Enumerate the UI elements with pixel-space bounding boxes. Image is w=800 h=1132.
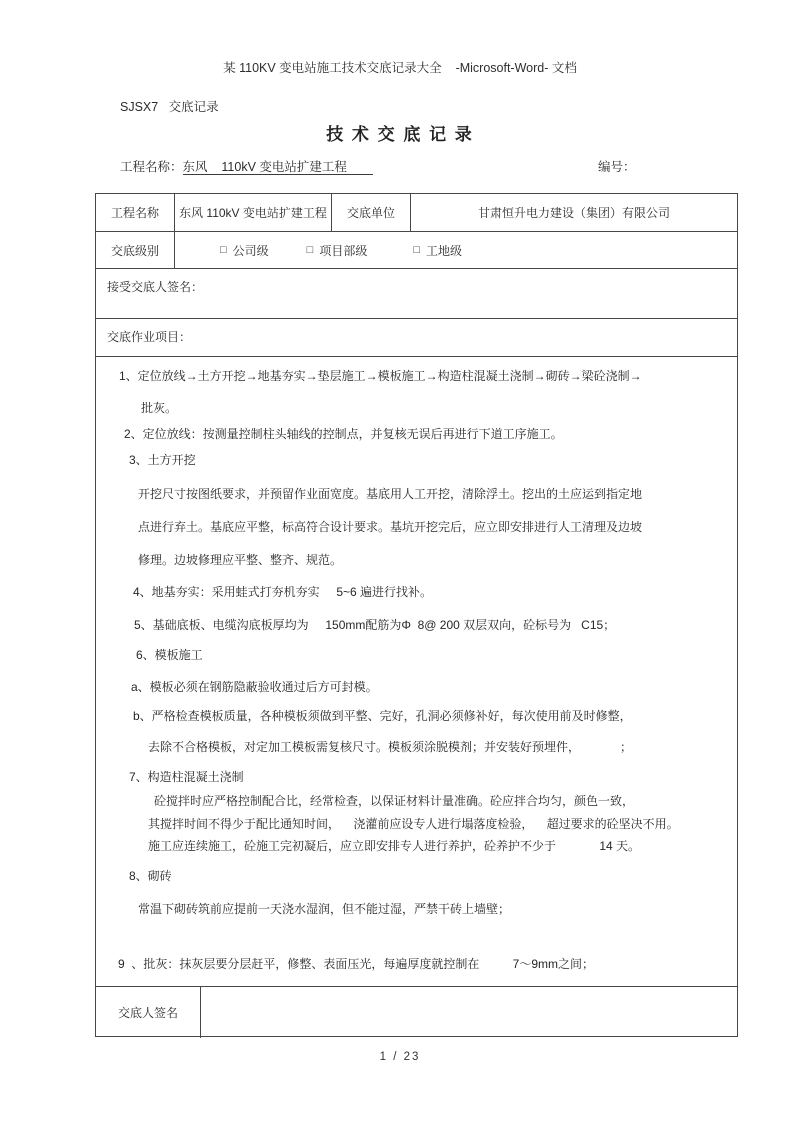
project-dept-level-label: 项目部级 [319, 243, 368, 258]
site-level-option[interactable] [413, 242, 462, 259]
company-level-option[interactable] [220, 242, 269, 259]
content-line: 8、砌砖 [129, 869, 172, 883]
project-name-header-cell [96, 194, 175, 231]
discloser-signature-row [96, 986, 737, 1038]
level-header: 交底级别 [110, 243, 159, 258]
disclosure-form-table [95, 193, 738, 1037]
content-line: 批灰。 [141, 401, 178, 415]
content-line: 砼搅拌时应严格控制配合比，经常检查，以保证材料计量准确。砼应拌合均匀，颜色一致， [154, 794, 635, 808]
content-line: 9 、批灰：抹灰层要分层赶平，修整、表面压光，每遍厚度就控制在 7～9mm之间； [118, 957, 595, 971]
discloser-signature-area[interactable] [201, 987, 737, 1038]
project-name-header: 工程名称 [110, 206, 159, 220]
project-dept-level-option[interactable] [307, 242, 368, 259]
company-level-checkbox-icon[interactable]: □ [220, 244, 227, 256]
site-level-label: 工地级 [426, 243, 463, 258]
serial-number-label: 编号： [598, 160, 636, 174]
content-line: 4、地基夯实：采用蛙式打夯机夯实 5~6 遍进行找补。 [133, 585, 433, 599]
content-line: 7、构造柱混凝土浇制 [129, 770, 244, 784]
content-line: 施工应连续施工，砼施工完初凝后，应立即安排专人进行养护，砼养护不少于 14 天。 [148, 839, 641, 853]
disclosure-unit-header-cell [332, 194, 411, 231]
content-line: 3、土方开挖 [129, 453, 196, 467]
table-row-project [96, 194, 737, 231]
discloser-signature-label-cell [96, 987, 201, 1038]
project-line [120, 157, 740, 175]
content-line: 去除不合格模板，对定加工模板需复核尺寸。模板须涂脱模剂；并安装好预埋件， ； [148, 740, 633, 754]
content-line: a、模板必须在钢筋隐蔽验收通过后方可封模。 [131, 680, 378, 694]
company-level-label: 公司级 [232, 243, 269, 258]
document-title: 某 110KV 变电站施工技术交底记录大全 -Microsoft-Word- 文档 [223, 61, 577, 75]
level-header-cell [96, 232, 175, 268]
content-line: 6、模板施工 [136, 648, 203, 662]
content-line: 1、定位放线→土方开挖→地基夯实→垫层施工→模板施工→构造柱混凝土浇制→砌砖→梁砼浇制→ [119, 369, 642, 383]
content-line: 点进行弃土。基底应平整，标高符合设计要求。基坑开挖完后，应立即安排进行人工清理及边坡 [138, 520, 643, 534]
content-line: 开挖尺寸按图纸要求，并预留作业面宽度。基底用人工开挖，清除浮土。挖出的土应运到指定地 [138, 487, 643, 501]
work-items-row [96, 318, 737, 356]
content-line: 5、基础底板、电缆沟底板厚均为 150mm配筋为Φ 8@ 200 双层双向，砼标号为 C15； [134, 618, 616, 632]
content-line: 修理。边坡修理应平整、整齐、规范。 [138, 553, 343, 567]
disclosure-unit-header: 交底单位 [346, 206, 395, 220]
page-number: 1 / 23 [379, 1051, 421, 1063]
content-line: 常温下砌砖筑前应提前一天浇水湿润，但不能过湿，严禁干砖上墙壁； [138, 902, 511, 916]
project-name-value: 东风 110kV 变电站扩建工程 [183, 160, 373, 175]
project-dept-level-checkbox-icon[interactable]: □ [306, 244, 314, 256]
disclosure-content-area [96, 356, 737, 986]
disclosure-unit-text: 甘肃恒升电力建设（集团）有限公司 [477, 206, 670, 220]
project-name-text: 东风 110kV 变电站扩建工程 [179, 206, 327, 220]
project-name-cell [175, 194, 332, 231]
content-line: 2、定位放线：按测量控制柱头轴线的控制点，并复核无误后再进行下道工序施工。 [124, 427, 563, 441]
discloser-signature-label: 交底人签名 [117, 1006, 178, 1020]
form-code: SJSX7 交底记录 [120, 100, 219, 114]
site-level-checkbox-icon[interactable]: □ [413, 244, 420, 256]
work-items-label: 交底作业项目： [107, 330, 192, 344]
disclosure-unit-cell [411, 194, 737, 231]
level-options-cell [175, 232, 737, 268]
content-line: 其搅拌时间不得少于配比通知时间， 浇灌前应设专人进行塌落度检验， 超过要求的砼坚决不用。 [148, 817, 679, 831]
receiver-signature-row[interactable] [96, 268, 737, 318]
page-title: 技 术 交 底 记 录 [326, 125, 474, 144]
content-line: b、严格检查模板质量，各种模板须做到平整、完好，孔洞必须修补好，每次使用前及时修整， [133, 709, 632, 723]
receiver-signature-label: 接受交底人签名： [107, 280, 204, 294]
project-name-label: 工程名称： [120, 160, 183, 174]
table-row-level [96, 231, 737, 268]
